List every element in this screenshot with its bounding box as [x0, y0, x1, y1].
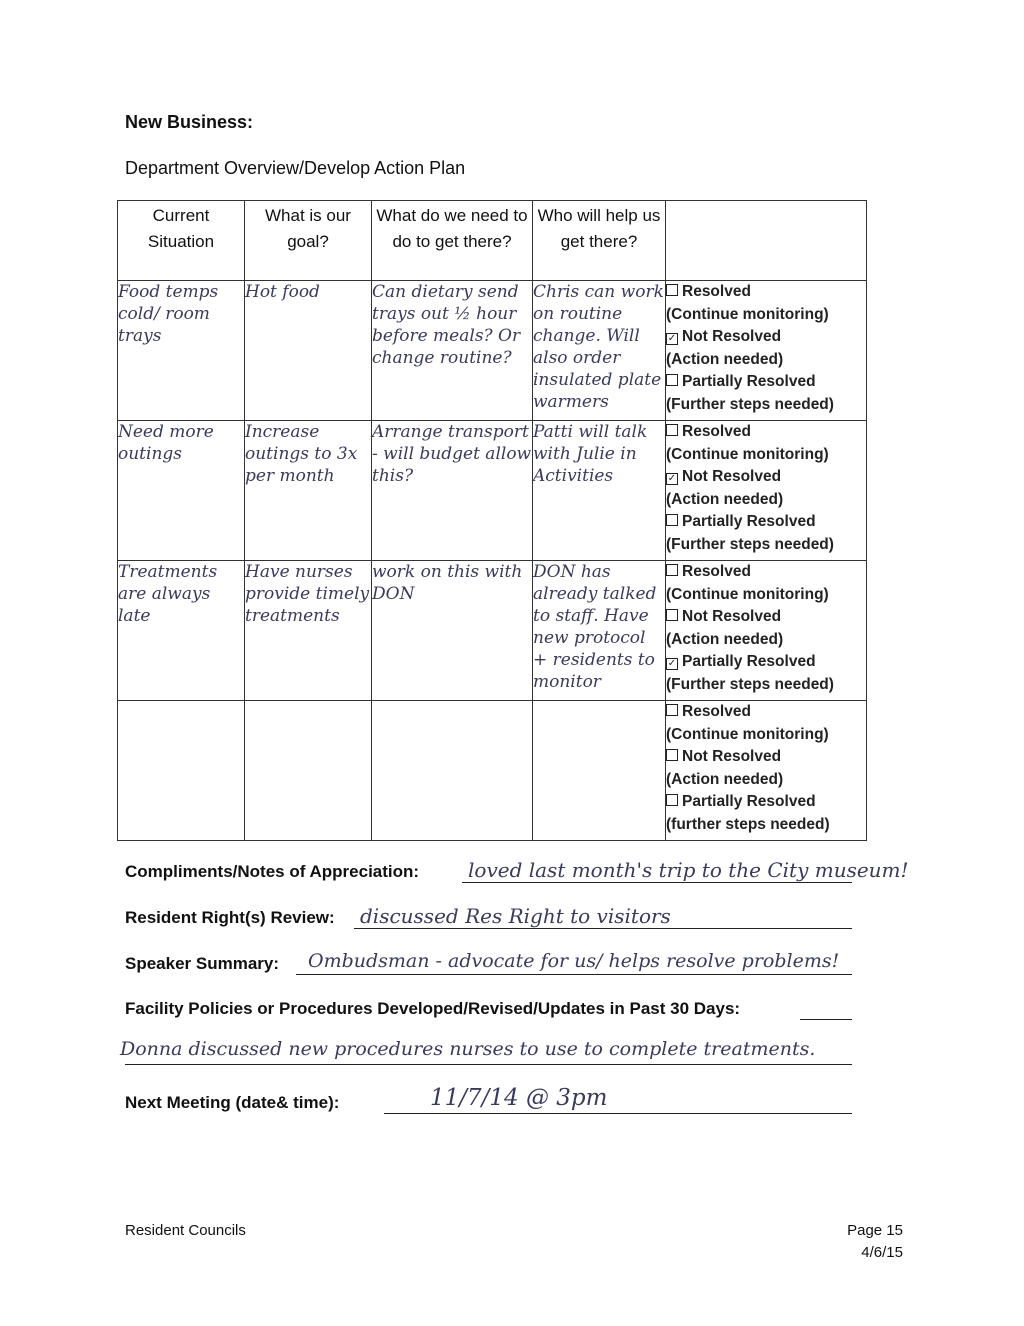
status-note [666, 304, 866, 327]
policies-label: Facility Policies or Procedures Developed/Revised/Updates in Past 30 Days: [125, 999, 741, 1018]
situation-cell[interactable]: Food temps cold/ room trays [118, 281, 245, 421]
speaker-line [296, 974, 852, 975]
status-cell [666, 281, 867, 421]
status-label: Not Resolved [682, 608, 782, 626]
status-note [666, 444, 866, 467]
checkbox-icon[interactable] [666, 374, 678, 386]
compliments-value[interactable]: loved last month's trip to the City museum! [468, 858, 909, 882]
who-cell[interactable]: DON has already talked to staff. Have new protocol + residents to monitor [533, 561, 666, 701]
status-option [666, 281, 866, 304]
rights-value[interactable]: discussed Res Right to visitors [360, 904, 671, 928]
status-label: Not Resolved [682, 748, 782, 766]
policies-line-short [800, 1019, 852, 1020]
header-goal: What is our goal? [245, 201, 372, 281]
goal-cell[interactable]: Increase outings to 3x per month [245, 421, 372, 561]
situation-cell[interactable] [118, 701, 245, 841]
next-meeting-line [384, 1113, 852, 1114]
status-label: Partially Resolved [682, 373, 816, 391]
action-cell[interactable]: Arrange transport - will budget allow this? [372, 421, 533, 561]
status-option [666, 561, 866, 584]
who-cell[interactable] [533, 701, 666, 841]
checked-box-icon[interactable]: ✓ [667, 473, 677, 485]
policies-value[interactable]: Donna discussed new procedures nurses to use to complete treatments. [120, 1038, 816, 1060]
status-label: (Action needed) [666, 490, 784, 508]
status-note [666, 394, 866, 417]
checkbox-icon[interactable] [666, 284, 678, 296]
status-option [666, 746, 866, 769]
who-cell[interactable]: Patti will talk with Julie in Activities [533, 421, 666, 561]
status-label: (Continue monitoring) [666, 725, 829, 743]
status-label: Not Resolved [682, 328, 782, 346]
policies-line [125, 1064, 852, 1065]
status-note [666, 769, 866, 792]
status-cell [666, 421, 867, 561]
who-cell[interactable]: Chris can work on routine change. Will also order insulated plate warmers [533, 281, 666, 421]
goal-cell[interactable]: Have nurses provide timely treatments [245, 561, 372, 701]
table-header-row [118, 201, 867, 281]
status-cell [666, 701, 867, 841]
next-meeting-label: Next Meeting (date& time): [125, 1093, 340, 1112]
status-label: (Action needed) [666, 630, 784, 648]
status-label: Resolved [682, 563, 751, 580]
checkbox-icon[interactable] [666, 609, 678, 621]
header-action: What do we need to do to get there? [372, 201, 533, 281]
status-option [666, 421, 866, 444]
checked-box-icon[interactable]: ✓ [667, 658, 677, 670]
checkbox-icon[interactable] [666, 704, 678, 716]
section-subheading: Department Overview/Develop Action Plan [125, 158, 466, 178]
status-label: Resolved [682, 703, 751, 720]
status-label: Resolved [682, 423, 751, 440]
status-label: (Continue monitoring) [666, 305, 829, 323]
status-cell [666, 561, 867, 701]
status-label: (Continue monitoring) [666, 585, 829, 603]
status-label: Partially Resolved [682, 793, 816, 811]
status-option [666, 651, 866, 674]
status-label: Partially Resolved [682, 513, 816, 531]
status-label: (Action needed) [666, 350, 784, 368]
status-note [666, 724, 866, 747]
status-option [666, 371, 866, 394]
status-label: Resolved [682, 283, 751, 300]
action-plan-table [117, 200, 867, 841]
status-label: (Further steps needed) [666, 395, 834, 413]
status-label: (Action needed) [666, 770, 784, 788]
compliments-line [462, 882, 852, 883]
speaker-value[interactable]: Ombudsman - advocate for us/ helps resolve problems! [308, 950, 840, 972]
status-note [666, 349, 866, 372]
header-status [666, 201, 867, 281]
status-option [666, 326, 866, 349]
situation-cell[interactable]: Treatments are always late [118, 561, 245, 701]
status-note [666, 814, 866, 837]
status-label: (Further steps needed) [666, 535, 834, 553]
status-note [666, 629, 866, 652]
status-note [666, 674, 866, 697]
status-option [666, 466, 866, 489]
status-label: (Continue monitoring) [666, 445, 829, 463]
compliments-label: Compliments/Notes of Appreciation: [125, 862, 420, 881]
checkbox-icon[interactable] [666, 564, 678, 576]
section-heading: New Business: [125, 112, 254, 132]
rights-line [354, 928, 852, 929]
table-row [118, 701, 867, 841]
status-note [666, 489, 866, 512]
status-option [666, 511, 866, 534]
status-option [666, 701, 866, 724]
header-current-situation: Current Situation [118, 201, 245, 281]
header-who: Who will help us get there? [533, 201, 666, 281]
next-meeting-value[interactable]: 11/7/14 @ 3pm [430, 1085, 608, 1111]
checkbox-icon[interactable] [666, 424, 678, 436]
status-label: Not Resolved [682, 468, 782, 486]
checked-box-icon[interactable]: ✓ [667, 333, 677, 345]
checkbox-icon[interactable] [666, 749, 678, 761]
table-row [118, 281, 867, 421]
footer-page: Page 15 [847, 1222, 903, 1239]
action-cell[interactable]: work on this with DON [372, 561, 533, 701]
status-label: Partially Resolved [682, 653, 816, 671]
table-row [118, 421, 867, 561]
action-cell[interactable] [372, 701, 533, 841]
status-option [666, 606, 866, 629]
situation-cell[interactable]: Need more outings [118, 421, 245, 561]
checkbox-icon[interactable] [666, 794, 678, 806]
speaker-label: Speaker Summary: [125, 954, 280, 973]
goal-cell[interactable]: Hot food [245, 281, 372, 421]
goal-cell[interactable] [245, 701, 372, 841]
status-option [666, 791, 866, 814]
rights-label: Resident Right(s) Review: [125, 908, 335, 927]
checkbox-icon[interactable] [666, 514, 678, 526]
footer-date: 4/6/15 [861, 1244, 903, 1261]
status-note [666, 584, 866, 607]
footer-title: Resident Councils [125, 1222, 246, 1239]
table-row [118, 561, 867, 701]
status-label: (further steps needed) [666, 815, 830, 833]
action-cell[interactable]: Can dietary send trays out ½ hour before meals? Or change routine? [372, 281, 533, 421]
status-label: (Further steps needed) [666, 675, 834, 693]
status-note [666, 534, 866, 557]
